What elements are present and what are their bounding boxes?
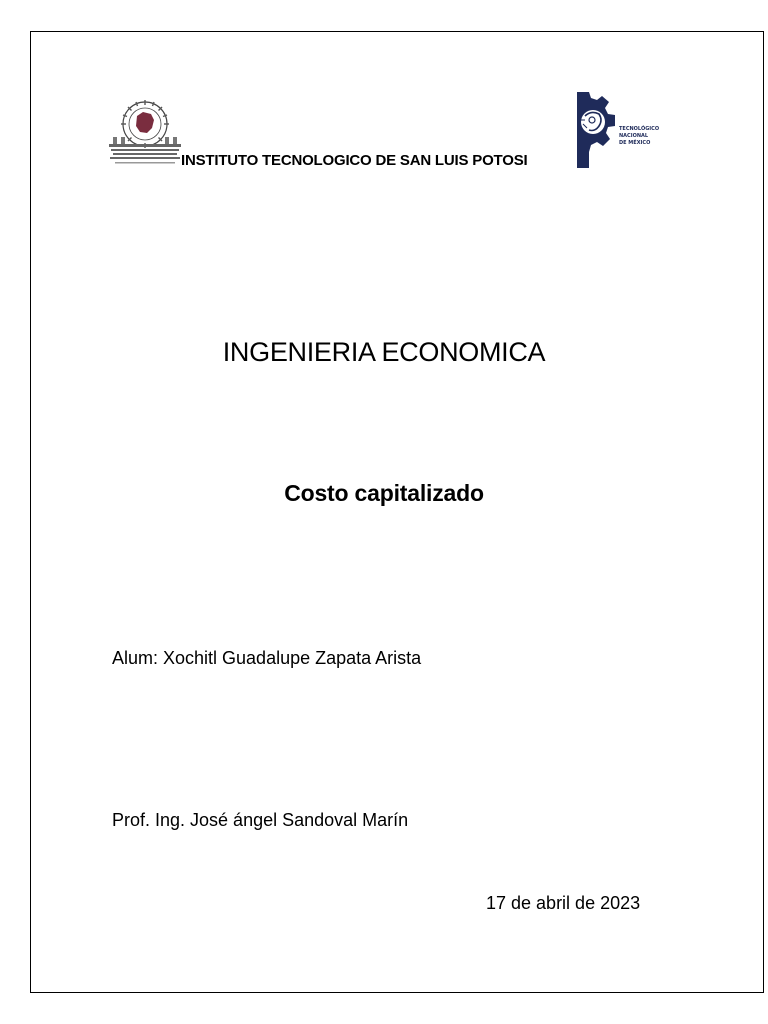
student-name: Alum: Xochitl Guadalupe Zapata Arista — [112, 648, 422, 668]
professor-name: Prof. Ing. José ángel Sandoval Marín — [112, 810, 409, 830]
tecnm-gear-icon — [575, 90, 660, 170]
subject-title: INGENIERIA ECONOMICA — [222, 337, 546, 367]
topic-title: Costo capitalizado — [284, 480, 484, 506]
page-border — [30, 31, 764, 993]
document-date: 17 de abril de 2023 — [486, 893, 641, 913]
tecnm-logo-text-line-3: DE MÉXICO — [619, 140, 651, 146]
itslp-crest-icon — [107, 96, 183, 168]
tecnm-logo-text-line-2: NACIONAL — [619, 133, 649, 139]
institute-name: INSTITUTO TECNOLOGICO DE SAN LUIS POTOSI — [181, 152, 528, 169]
tecnm-logo-text-line-1: TECNOLÓGICO — [619, 126, 660, 132]
